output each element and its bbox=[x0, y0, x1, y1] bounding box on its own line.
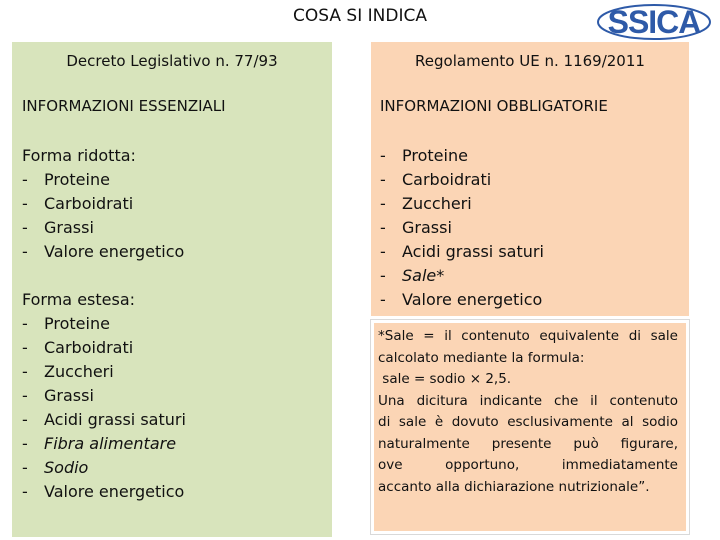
note-line: calcolato mediante la formula: bbox=[378, 349, 585, 366]
list-item: - Grassi bbox=[380, 218, 452, 237]
list-item: - Proteine bbox=[22, 170, 110, 189]
short-form-list bbox=[22, 144, 184, 264]
list-item: - Acidi grassi saturi bbox=[22, 410, 186, 429]
short-form-label: Forma ridotta: bbox=[22, 146, 136, 165]
list-item: - Valore energetico bbox=[380, 290, 543, 309]
list-item: - Grassi bbox=[22, 386, 94, 405]
note-line: Una dicitura indicante che il contenuto bbox=[378, 392, 678, 409]
mandatory-list bbox=[380, 144, 544, 312]
note-line: naturalmente presente può figurare, bbox=[378, 435, 678, 452]
ssica-logo bbox=[594, 2, 714, 42]
left-section-title: INFORMAZIONI ESSENZIALI bbox=[22, 97, 226, 115]
salt-note bbox=[378, 326, 678, 498]
long-form-list bbox=[22, 288, 186, 504]
right-column-header: Regolamento UE n. 1169/2011 bbox=[415, 52, 645, 70]
list-item: - Fibra alimentare bbox=[22, 434, 177, 453]
list-item: - Acidi grassi saturi bbox=[380, 242, 544, 261]
list-item: - Proteine bbox=[380, 146, 468, 165]
right-section-title: INFORMAZIONI OBBLIGATORIE bbox=[380, 97, 608, 115]
left-column-header: Decreto Legislativo n. 77/93 bbox=[66, 52, 278, 70]
list-item: - Sale* bbox=[380, 266, 445, 285]
list-item: - Carboidrati bbox=[22, 338, 134, 357]
list-item: - Sodio bbox=[22, 458, 89, 477]
note-line: accanto alla dichiarazione nutrizionale”. bbox=[378, 478, 650, 495]
note-line: sale = sodio × 2,5. bbox=[378, 371, 512, 387]
list-item: - Zuccheri bbox=[22, 362, 114, 381]
list-item: - Carboidrati bbox=[22, 194, 134, 213]
page-title: COSA SI INDICA bbox=[293, 6, 427, 26]
logo-text: SSICA bbox=[607, 4, 701, 40]
note-line: *Sale = il contenuto equivalente di sale bbox=[378, 328, 678, 344]
note-line: di sale è dovuto esclusivamente al sodio bbox=[378, 414, 678, 430]
list-item: - Valore energetico bbox=[22, 482, 185, 501]
list-item: - Zuccheri bbox=[380, 194, 472, 213]
list-item: - Grassi bbox=[22, 218, 94, 237]
list-item: - Carboidrati bbox=[380, 170, 492, 189]
list-item: - Proteine bbox=[22, 314, 110, 333]
long-form-label: Forma estesa: bbox=[22, 290, 136, 309]
list-item: - Valore energetico bbox=[22, 242, 185, 261]
note-line: ove opportuno, immediatamente bbox=[378, 457, 678, 473]
